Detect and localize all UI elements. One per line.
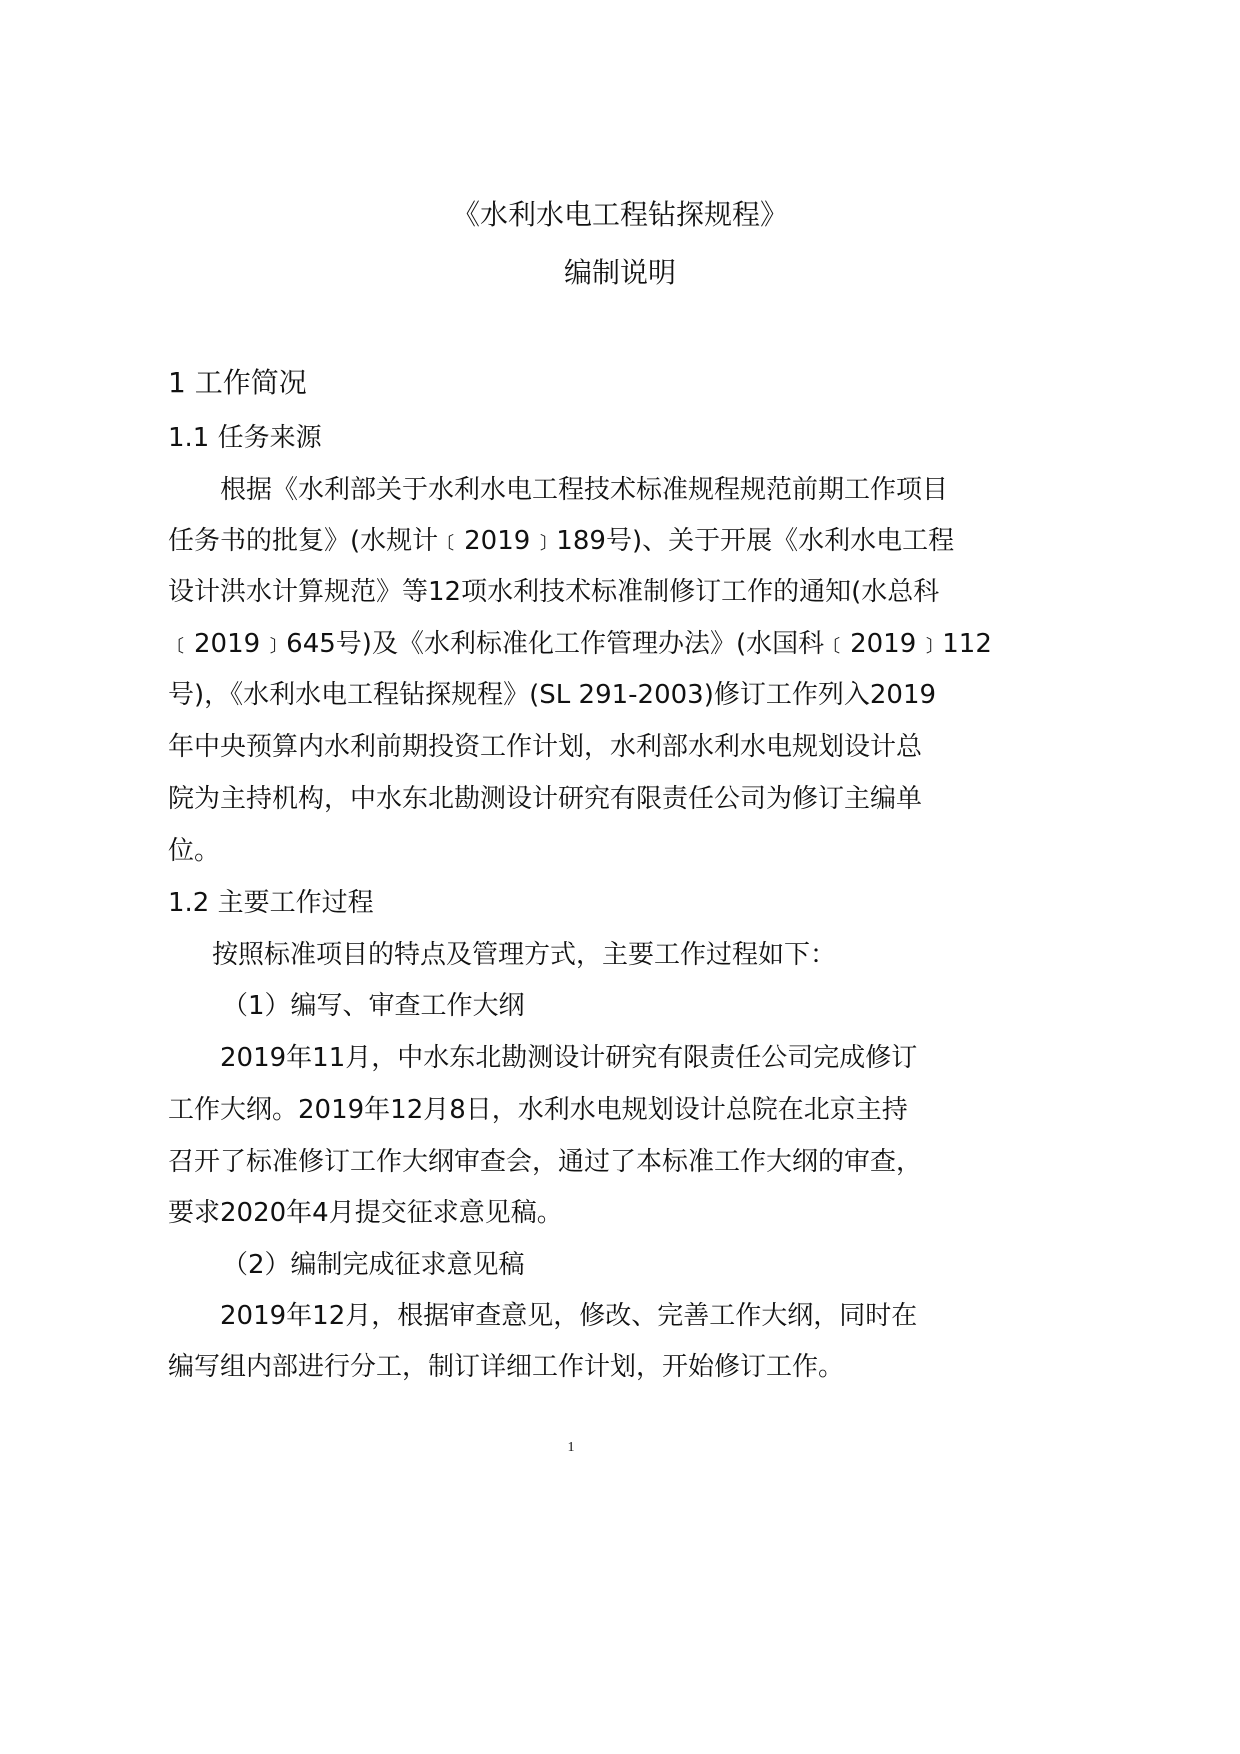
page-number: 1 (567, 1440, 575, 1455)
paragraph-line: 2019年11月，中水东北勘测设计研究有限责任公司完成修订 (220, 1043, 918, 1073)
paragraph-line: 按照标准项目的特点及管理方式，主要工作过程如下： (212, 940, 837, 970)
paragraph-line: 年中央预算内水利前期投资工作计划，水利部水利水电规划设计总 (168, 732, 923, 762)
paragraph-line: 位。 (168, 836, 221, 866)
paragraph-line: 院为主持机构，中水东北勘测设计研究有限责任公司为修订主编单 (168, 784, 923, 814)
document-subtitle: 编制说明 (563, 256, 676, 289)
section-heading-1-2: 1.2 主要工作过程 (168, 888, 374, 918)
step-title: （1）编写、审查工作大纲 (222, 991, 525, 1021)
section-heading-1: 1 工作简况 (168, 366, 307, 399)
paragraph-line: 召开了标准修订工作大纲审查会，通过了本标准工作大纲的审查， (168, 1147, 923, 1177)
step-title: （2）编制完成征求意见稿 (222, 1250, 525, 1280)
paragraph-line: 要求2020年4月提交征求意见稿。 (168, 1198, 563, 1228)
paragraph-line: 根据《水利部关于水利水电工程技术标准规程规范前期工作项目 (220, 475, 949, 505)
paragraph-line: 设计洪水计算规范》等12项水利技术标准制修订工作的通知(水总科 (168, 577, 940, 607)
paragraph-line: ﹝2019﹞645号)及《水利标准化工作管理办法》(水国科﹝2019﹞112 (168, 629, 992, 659)
paragraph-line: 编写组内部进行分工，制订详细工作计划，开始修订工作。 (168, 1352, 845, 1382)
paragraph-line: 工作大纲。2019年12月8日，水利水电规划设计总院在北京主持 (168, 1095, 908, 1125)
paragraph-line: 任务书的批复》(水规计﹝2019﹞189号)、关于开展《水利水电工程 (168, 526, 955, 556)
section-heading-1-1: 1.1 任务来源 (168, 423, 322, 453)
document-title: 《水利水电工程钻探规程》 (451, 198, 788, 231)
paragraph-line: 号)，《水利水电工程钻探规程》(SL 291-2003)修订工作列入2019 (168, 680, 937, 710)
paragraph-line: 2019年12月，根据审查意见，修改、完善工作大纲，同时在 (220, 1301, 918, 1331)
